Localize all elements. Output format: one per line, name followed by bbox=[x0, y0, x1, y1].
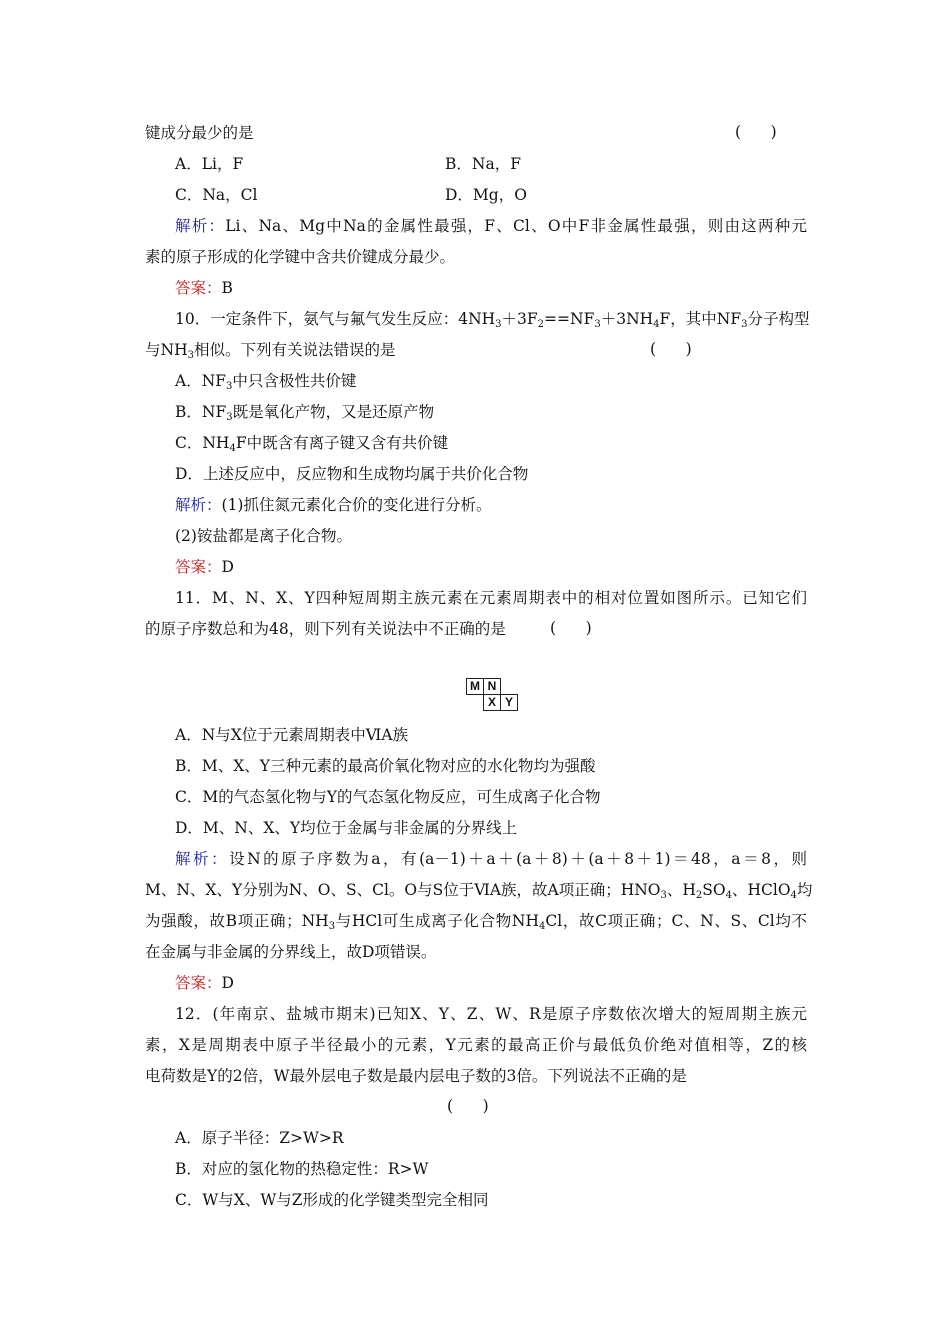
q11-analysis-2-part-a: M、N、X、Y分别为N、O、S、Cl。O与S位于ⅥA族，故A项正确；HNO bbox=[145, 881, 661, 899]
q12-option-b: B．对应的氢化物的热稳定性：R>W bbox=[175, 1160, 429, 1178]
q11-analysis-line-2 bbox=[145, 880, 813, 901]
q11-answer-line bbox=[175, 973, 837, 993]
q10-option-c bbox=[175, 433, 837, 453]
subscript: 2 bbox=[695, 890, 703, 901]
q10-option-c-part-1: C．NH bbox=[175, 434, 230, 452]
q12-stem-line-1: 12．(年南京、盐城市期末)已知X、Y、Z、W、R是原子序数依次增大的短周期主族元 bbox=[175, 1005, 807, 1023]
q9-option-a: A．Li，F bbox=[175, 155, 244, 173]
q12-stem-line-2: 素，X是周期表中原子半径最小的元素，Y元素的最高正价与最低负价绝对值相等，Z的核 bbox=[145, 1036, 807, 1054]
q11-analysis-3-part-c: Cl，故C项正确；C、N、S、Cl均不 bbox=[545, 912, 807, 930]
q11-analysis-2-part-c: SO bbox=[702, 881, 726, 899]
q11-analysis-text-1: 设N的原子序数为a，有(a－1)＋a＋(a＋8)＋(a＋8＋1)＝48，a＝8，则 bbox=[229, 850, 807, 868]
q12-answer-paren: ( ) bbox=[447, 1097, 489, 1115]
q10-stem2-part-b: 相似。下列有关说法错误的是 bbox=[193, 341, 396, 359]
q9-analysis-label: 解析： bbox=[175, 217, 226, 235]
q11-analysis-line-4: 在金属与非金属的分界线上，故D项错误。 bbox=[145, 943, 437, 961]
q9-stem-text: 键成分最少的是 bbox=[145, 124, 254, 142]
q9-analysis-line-2: 素的原子形成的化学键中含共价键成分最少。 bbox=[145, 248, 456, 266]
q10-option-c-part-2: F中既含有离子键又含有共价键 bbox=[235, 434, 449, 452]
q10-option-a-part-2: 中只含极性共价键 bbox=[232, 372, 357, 390]
q11-analysis-2-part-b: 、H bbox=[666, 881, 696, 899]
subscript: 3 bbox=[226, 412, 233, 423]
q10-answer-label: 答案： bbox=[175, 558, 222, 576]
periodic-table-fragment bbox=[466, 678, 518, 712]
q10-analysis-label: 解析： bbox=[175, 496, 222, 514]
q10-option-b-part-1: B．NF bbox=[175, 403, 227, 421]
q11-analysis-label: 解析： bbox=[175, 850, 230, 868]
q11-analysis-2-part-e: 均 bbox=[796, 881, 813, 899]
subscript: 3 bbox=[226, 381, 233, 392]
q11-analysis-line-1 bbox=[175, 849, 807, 869]
q10-option-b-part-2: 既是氧化产物，又是还原产物 bbox=[232, 403, 435, 421]
q12-stem-line-3: 电荷数是Y的2倍，W最外层电子数是最内层电子数的3倍。下列说法不正确的是 bbox=[145, 1067, 687, 1085]
q9-option-b: B．Na，F bbox=[445, 155, 521, 173]
q10-option-b bbox=[175, 402, 837, 422]
q9-answer-paren: ( ) bbox=[735, 123, 777, 141]
subscript: 4 bbox=[725, 890, 732, 901]
q10-stem-part-a: 10．一定条件下，氨气与氟气发生反应：4NH bbox=[175, 310, 496, 328]
q11-stem-line-1: 11．M、N、X、Y四种短周期主族元素在元素周期表中的相对位置如图所示。已知它们 bbox=[175, 589, 807, 607]
q10-stem-part-e: F，其中NF bbox=[659, 310, 742, 328]
q10-stem-line-2 bbox=[145, 340, 807, 360]
subscript: 4 bbox=[790, 890, 797, 901]
subscript: 4 bbox=[229, 443, 236, 454]
q9-stem-tail bbox=[145, 123, 807, 143]
q11-analysis-line-3 bbox=[145, 911, 807, 931]
q10-option-d: D．上述反应中，反应物和生成物均属于共价化合物 bbox=[175, 465, 529, 483]
q9-option-c: C．Na，Cl bbox=[175, 186, 258, 204]
q10-analysis-line-2: (2)铵盐都是离子化合物。 bbox=[175, 527, 352, 545]
q10-stem-part-b: ＋3F bbox=[501, 310, 538, 328]
cell-y: Y bbox=[500, 694, 518, 711]
q11-answer-label: 答案： bbox=[175, 974, 222, 992]
q10-stem-line-1 bbox=[175, 309, 810, 330]
q9-analysis-text-1: Li、Na、Mg中Na的金属性最强，F、Cl、O中F非金属性最强，则由这两种元 bbox=[225, 217, 807, 235]
q11-option-a: A．N与X位于元素周期表中ⅥA族 bbox=[175, 726, 409, 744]
q9-option-d: D．Mg，O bbox=[445, 186, 527, 204]
q11-analysis-3-part-a: 为强酸，故B项正确；NH bbox=[145, 912, 329, 930]
q10-option-a-part-1: A．NF bbox=[175, 372, 227, 390]
q10-answer-value: D bbox=[221, 558, 234, 576]
q10-stem2-part-a: 与NH bbox=[145, 341, 188, 359]
q10-answer-paren: ( ) bbox=[650, 340, 692, 358]
cell-m: M bbox=[466, 678, 484, 695]
subscript: 4 bbox=[653, 319, 660, 330]
subscript: 3 bbox=[187, 350, 194, 361]
q10-stem-part-d: ＋3NH bbox=[600, 310, 654, 328]
q11-analysis-3-part-b: 与HCl可生成离子化合物NH bbox=[335, 912, 540, 930]
subscript: 3 bbox=[660, 890, 667, 901]
q12-option-c: C．W与X、W与Z形成的化学键类型完全相同 bbox=[175, 1191, 489, 1209]
q9-analysis-line-1 bbox=[175, 216, 807, 236]
q9-answer-line bbox=[175, 278, 837, 298]
q9-answer-label: 答案： bbox=[175, 279, 222, 297]
q11-option-b: B．M、X、Y三种元素的最高价氧化物对应的水化物均为强酸 bbox=[175, 757, 596, 775]
subscript: 2 bbox=[537, 319, 545, 330]
q11-answer-paren: ( ) bbox=[550, 619, 592, 637]
q10-stem-part-c: ==NF bbox=[544, 310, 595, 328]
q10-answer-line bbox=[175, 557, 837, 577]
q11-answer-value: D bbox=[221, 974, 234, 992]
q10-option-a bbox=[175, 371, 837, 391]
subscript: 4 bbox=[539, 921, 546, 932]
subscript: 3 bbox=[741, 319, 748, 330]
subscript: 3 bbox=[495, 319, 502, 330]
subscript: 3 bbox=[594, 319, 601, 330]
q10-analysis-line-1 bbox=[175, 495, 837, 515]
cell-x: X bbox=[483, 694, 501, 711]
q11-stem-line-2: 的原子序数总和为48，则下列有关说法中不正确的是 bbox=[145, 620, 506, 638]
q11-option-c: C．M的气态氢化物与Y的气态氢化物反应，可生成离子化合物 bbox=[175, 788, 601, 806]
q12-option-a: A．原子半径：Z>W>R bbox=[175, 1129, 344, 1147]
subscript: 3 bbox=[328, 921, 336, 932]
cell-n: N bbox=[483, 678, 501, 695]
q9-answer-value: B bbox=[221, 279, 233, 297]
q10-stem-part-f: 分子构型 bbox=[747, 310, 810, 328]
q10-analysis-text-1: (1)抓住氮元素化合价的变化进行分析。 bbox=[221, 496, 492, 514]
q11-option-d: D．M、N、X、Y均位于金属与非金属的分界线上 bbox=[175, 819, 518, 837]
q11-analysis-2-part-d: 、HClO bbox=[731, 881, 791, 899]
